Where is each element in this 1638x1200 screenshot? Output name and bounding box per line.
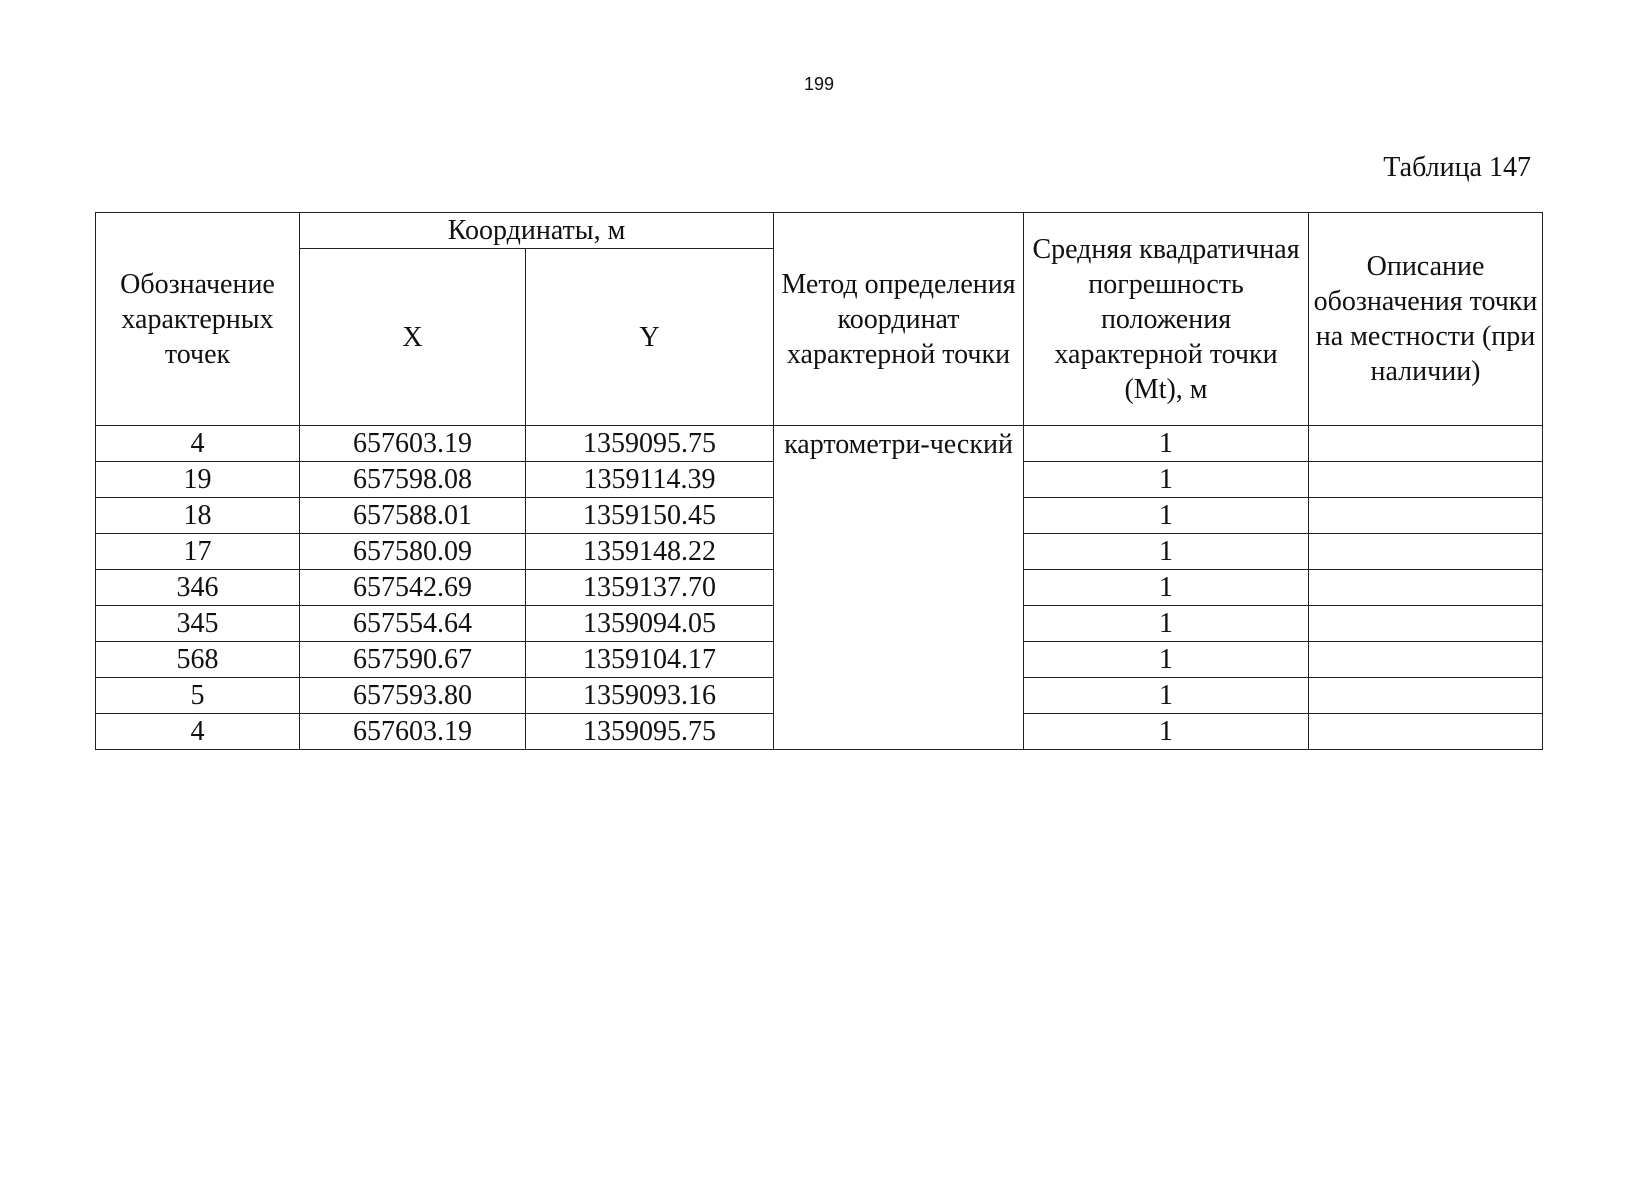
description-cell (1309, 714, 1543, 750)
description-cell (1309, 606, 1543, 642)
y-cell: 1359093.16 (526, 678, 774, 714)
table-header (96, 213, 1543, 426)
header-coordinates: Координаты, м (300, 213, 774, 249)
header-x: X (300, 249, 526, 426)
point-cell: 17 (96, 534, 300, 570)
description-cell (1309, 570, 1543, 606)
header-y: Y (526, 249, 774, 426)
point-cell: 18 (96, 498, 300, 534)
y-cell: 1359104.17 (526, 642, 774, 678)
description-cell (1309, 534, 1543, 570)
x-cell: 657542.69 (300, 570, 526, 606)
description-cell (1309, 498, 1543, 534)
table-caption: Таблица 147 (1383, 152, 1531, 183)
description-cell (1309, 462, 1543, 498)
y-cell: 1359150.45 (526, 498, 774, 534)
y-cell: 1359094.05 (526, 606, 774, 642)
header-mean-square-error: Средняя квадратичная погрешность положения характерной точки (Mt), м (1024, 213, 1309, 426)
x-cell: 657603.19 (300, 714, 526, 750)
description-cell (1309, 678, 1543, 714)
y-cell: 1359148.22 (526, 534, 774, 570)
header-method: Метод определения координат характерной точки (774, 213, 1024, 426)
x-cell: 657603.19 (300, 426, 526, 462)
y-cell: 1359095.75 (526, 714, 774, 750)
x-cell: 657554.64 (300, 606, 526, 642)
mt-cell: 1 (1024, 678, 1309, 714)
table-body (96, 426, 1543, 750)
x-cell: 657593.80 (300, 678, 526, 714)
mt-cell: 1 (1024, 570, 1309, 606)
mt-cell: 1 (1024, 534, 1309, 570)
point-cell: 19 (96, 462, 300, 498)
point-cell: 345 (96, 606, 300, 642)
y-cell: 1359114.39 (526, 462, 774, 498)
point-cell: 5 (96, 678, 300, 714)
mt-cell: 1 (1024, 606, 1309, 642)
y-cell: 1359137.70 (526, 570, 774, 606)
x-cell: 657580.09 (300, 534, 526, 570)
y-cell: 1359095.75 (526, 426, 774, 462)
header-description: Описание обозначения точки на местности (при наличии) (1309, 213, 1543, 426)
coordinates-table (95, 212, 1543, 750)
x-cell: 657590.67 (300, 642, 526, 678)
page-number: 199 (803, 74, 835, 94)
point-cell: 4 (96, 714, 300, 750)
point-cell: 4 (96, 426, 300, 462)
x-cell: 657598.08 (300, 462, 526, 498)
point-cell: 568 (96, 642, 300, 678)
header-point-designation: Обозначение характерных точек (96, 213, 300, 426)
mt-cell: 1 (1024, 498, 1309, 534)
description-cell (1309, 642, 1543, 678)
point-cell: 346 (96, 570, 300, 606)
mt-cell: 1 (1024, 642, 1309, 678)
table-row (96, 426, 1543, 462)
mt-cell: 1 (1024, 426, 1309, 462)
x-cell: 657588.01 (300, 498, 526, 534)
method-cell: картометри-ческий (774, 426, 1024, 750)
description-cell (1309, 426, 1543, 462)
mt-cell: 1 (1024, 714, 1309, 750)
mt-cell: 1 (1024, 462, 1309, 498)
